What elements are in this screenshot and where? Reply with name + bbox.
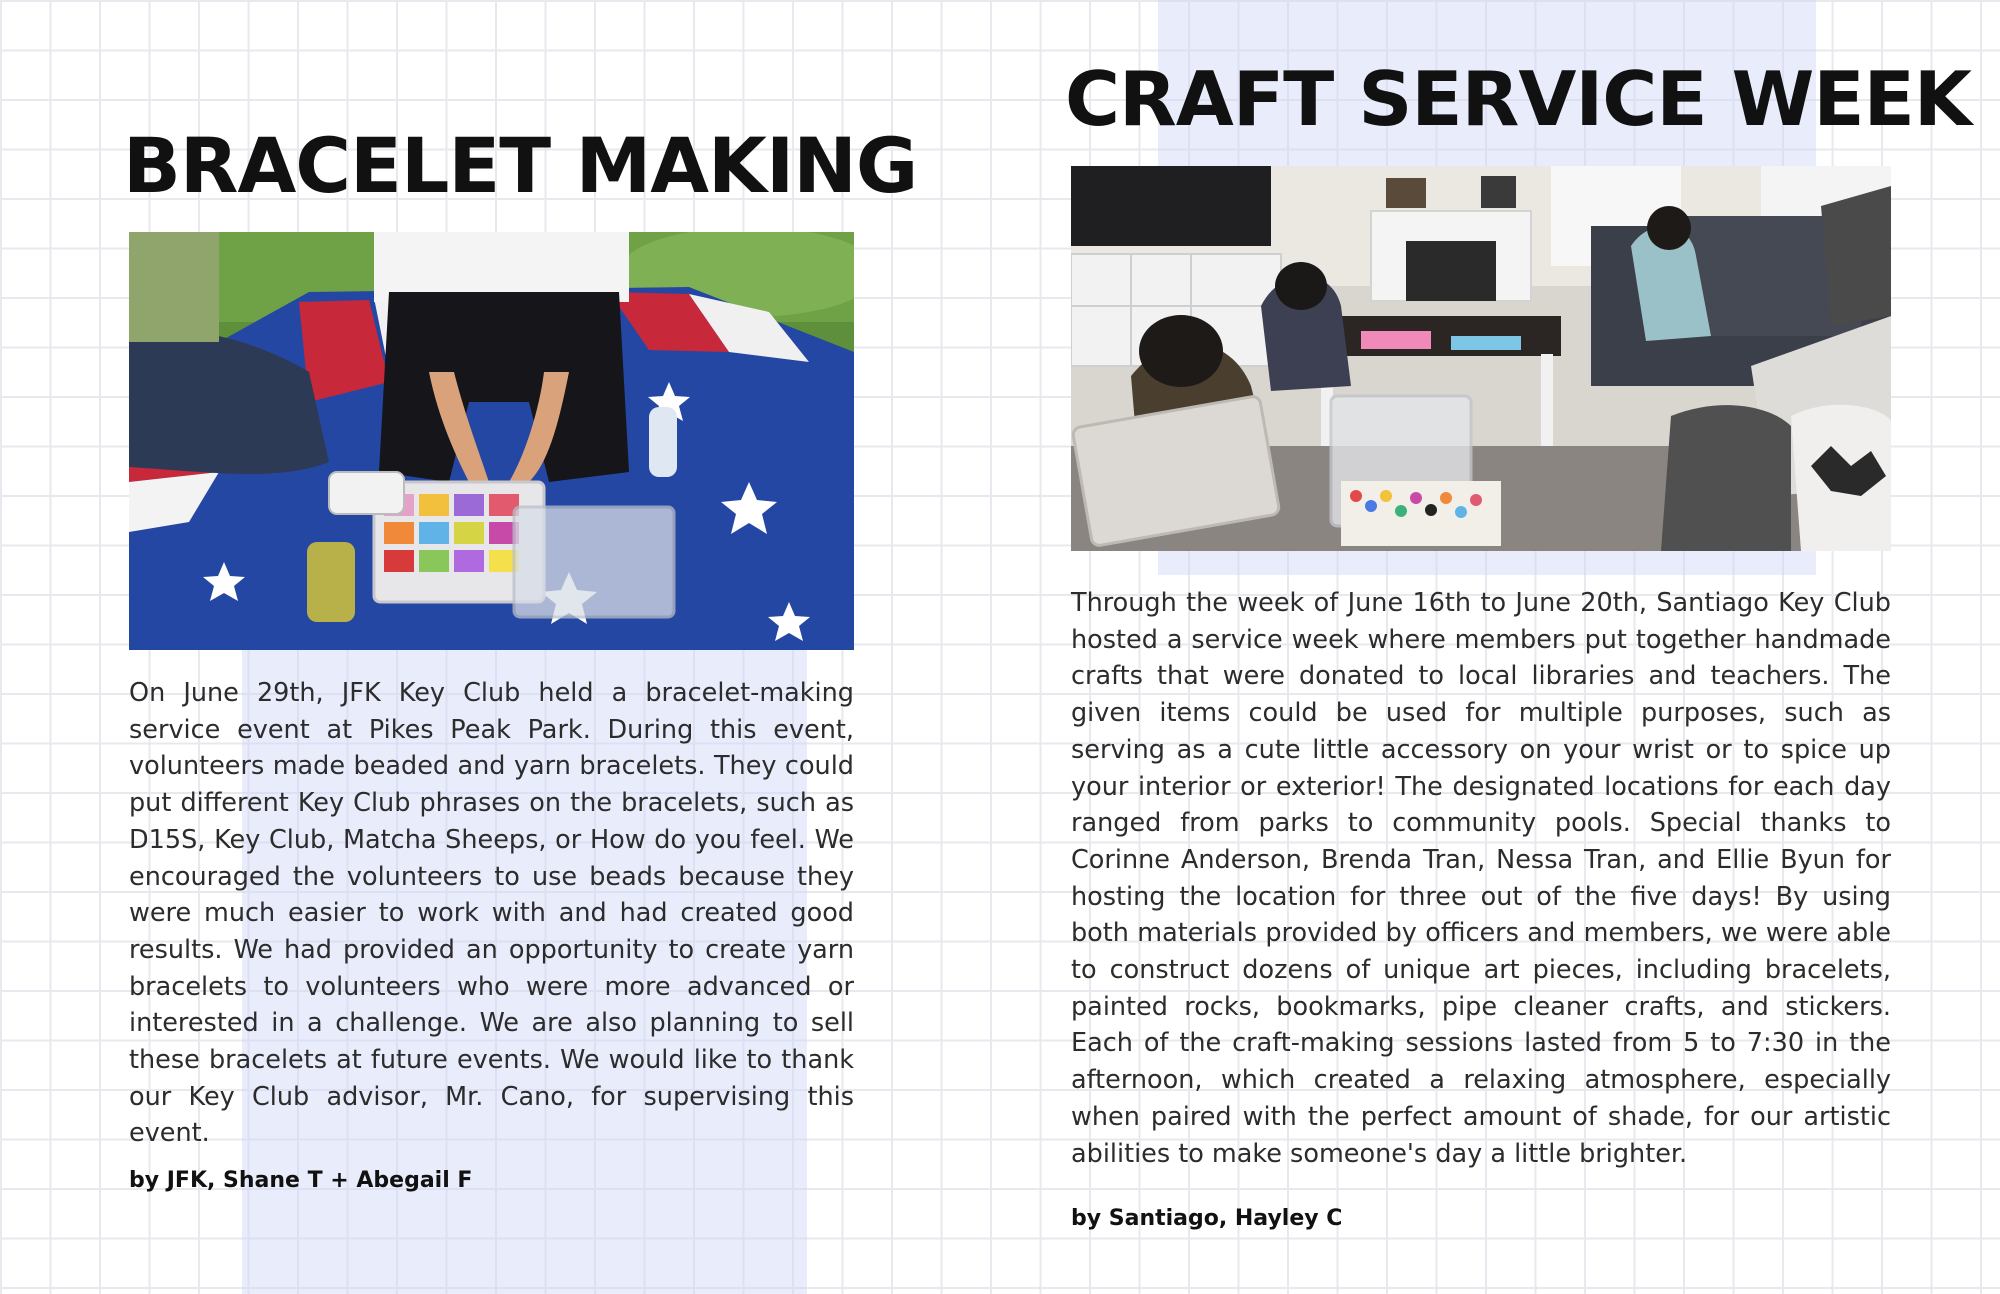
craft-service-week-byline: by Santiago, Hayley C (1071, 1206, 1343, 1231)
bracelet-making-byline: by JFK, Shane T + Abegail F (129, 1168, 473, 1193)
craft-service-week-photo (1071, 166, 1891, 551)
bracelet-making-headline: BRACELET MAKING (123, 121, 918, 210)
craft-service-week-headline: CRAFT SERVICE WEEK (1065, 55, 1971, 143)
bracelet-making-photo-illustration (129, 232, 854, 650)
craft-service-week-body: Through the week of June 16th to June 20th, Santiago Key Club hosted a service week where members put together handmade crafts that were donated to local libraries and teachers. The given items could be used for multiple purposes, such as serving as a cute little accessory on your wrist or to spice up your interior or exterior! The designated locations for each day ranged from parks to community pools. Special thanks to Corinne Anderson, Brenda Tran, Nessa Tran, and Ellie Byun for hosting the location for three out of the five days! By using both materials provided by officers and members, we were able to construct dozens of unique art pieces, including bracelets, painted rocks, bookmarks, pipe cleaner crafts, and stickers. Each of the craft-making sessions lasted from 5 to 7:30 in the afternoon, which created a relaxing atmosphere, especially when paired with the perfect amount of shade, for our artistic abilities to make someone's day a little brighter. (1071, 588, 1891, 1169)
craft-service-week-photo-illustration (1071, 166, 1891, 551)
bracelet-making-body: On June 29th, JFK Key Club held a bracelet-making service event at Pikes Peak Park. During this event, volunteers made beaded and yarn bracelets. They could put different Key Club phrases on the bracelets, such as D15S, Key Club, Matcha Sheeps, or How do you feel. We encouraged the volunteers to use beads because they were much easier to work with and had created good results. We had provided an opportunity to create yarn bracelets to volunteers who were more advanced or interested in a challenge. We are also planning to sell these bracelets at future events. We would like to thank our Key Club advisor, Mr. Cano, for supervising this event. (129, 678, 854, 1149)
bracelet-making-photo (129, 232, 854, 650)
